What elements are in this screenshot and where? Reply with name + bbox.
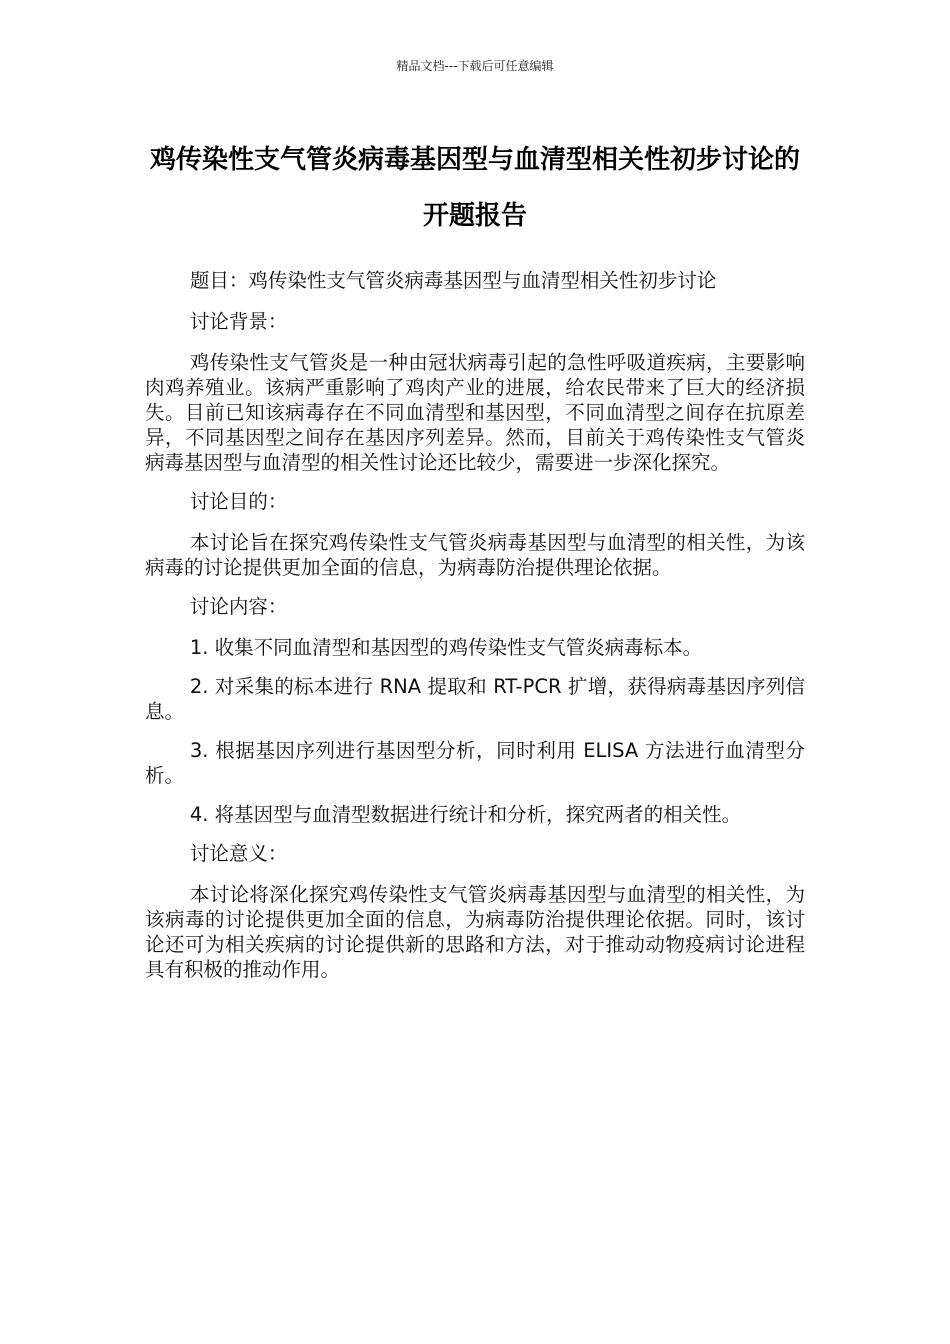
content-heading: 讨论内容：	[189, 595, 288, 618]
content-item-2: 2. 对采集的标本进行 RNA 提取和 RT-PCR 扩增，获得病毒基因序列信息。	[145, 675, 805, 723]
header-note: 精品文档---下载后可任意编辑	[396, 59, 554, 73]
purpose-heading: 讨论目的：	[189, 490, 288, 513]
content-item-4: 4. 将基因型与血清型数据进行统计和分析，探究两者的相关性。	[189, 803, 742, 826]
content-item-3: 3. 根据基因序列进行基因型分析，同时利用 ELISA 方法进行血清型分析。	[145, 739, 805, 787]
background-heading: 讨论背景：	[189, 310, 288, 333]
significance-heading: 讨论意义：	[189, 842, 288, 865]
significance-paragraph: 本讨论将深化探究鸡传染性支气管炎病毒基因型与血清型的相关性，为该病毒的讨论提供更加全面的信息，为病毒防治提供理论依据。同时，该讨论还可为相关疾病的讨论提供新的思路和方法，对于推动动物疫病讨论进程具有积极的推动作用。	[145, 883, 805, 981]
document-title: 鸡传染性支气管炎病毒基因型与血清型相关性初步讨论的开题报告	[149, 145, 800, 231]
topic-line: 题目：鸡传染性支气管炎病毒基因型与血清型相关性初步讨论	[189, 269, 717, 292]
purpose-paragraph: 本讨论旨在探究鸡传染性支气管炎病毒基因型与血清型的相关性，为该病毒的讨论提供更加全面的信息，为病毒防治提供理论依据。	[145, 531, 805, 579]
document-body	[145, 268, 805, 996]
content-item-1: 1. 收集不同血清型和基因型的鸡传染性支气管炎病毒标本。	[189, 636, 703, 659]
background-paragraph: 鸡传染性支气管炎是一种由冠状病毒引起的急性呼吸道疾病，主要影响肉鸡养殖业。该病严重影响了鸡肉产业的进展，给农民带来了巨大的经济损失。目前已知该病毒存在不同血清型和基因型，不同血清型之间存在抗原差异，不同基因型之间存在基因序列差异。然而，目前关于鸡传染性支气管炎病毒基因型与血清型的相关性讨论还比较少，需要进一步深化探究。	[145, 351, 805, 474]
